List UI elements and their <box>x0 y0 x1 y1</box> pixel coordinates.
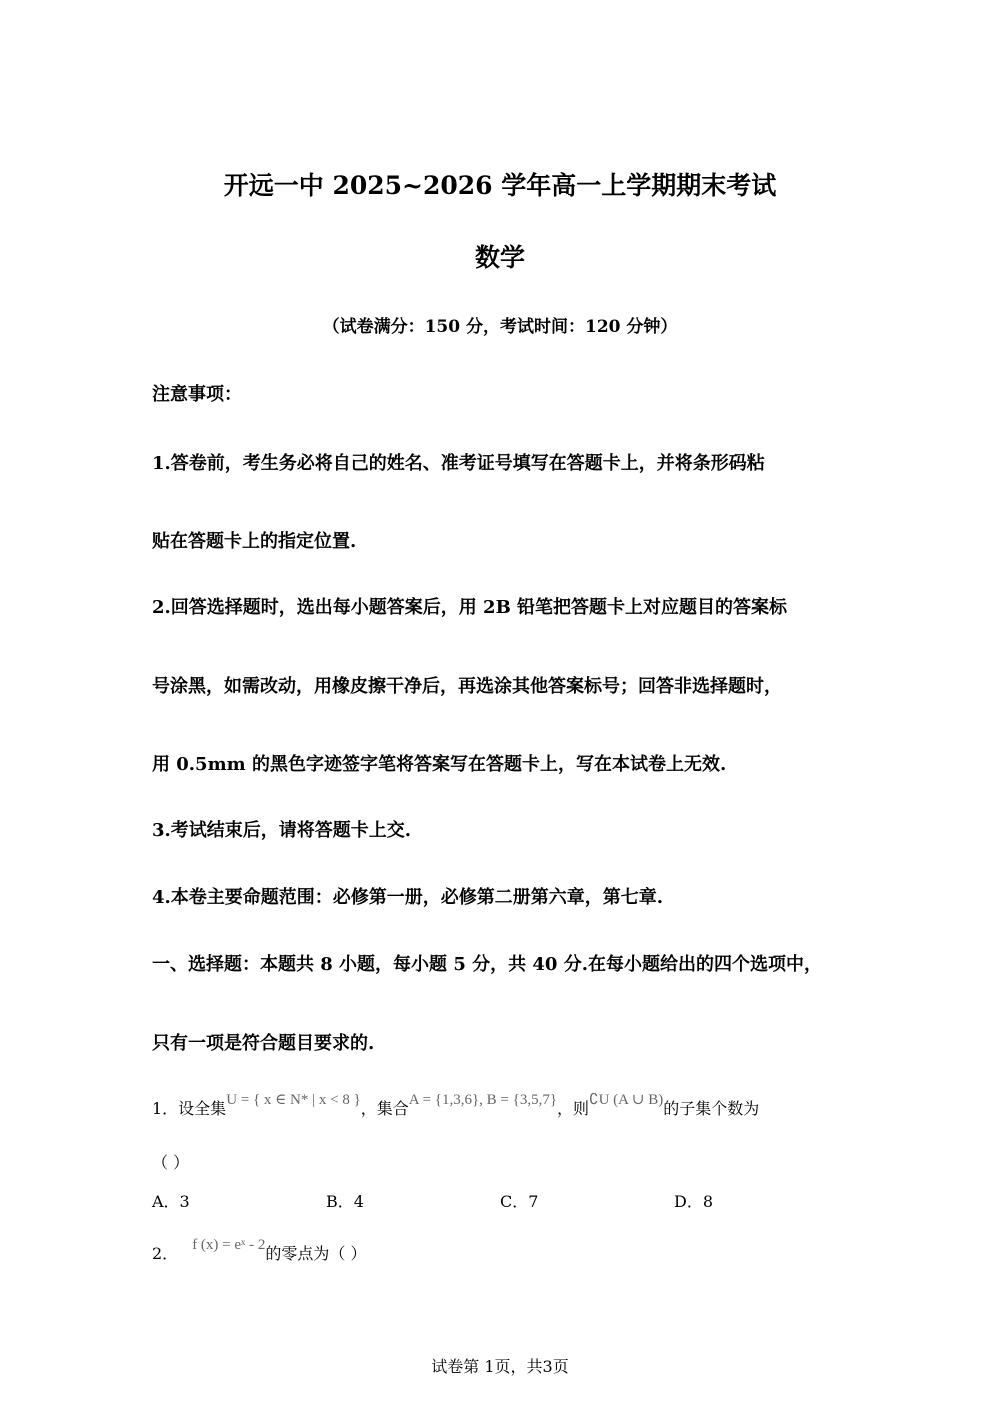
question-1 <box>152 1092 760 1121</box>
subject-title: 数学 <box>474 243 525 272</box>
formula-complement: ∁U (A ∪ B) <box>589 1092 664 1108</box>
question-1-suffix: 的子集个数为 <box>663 1099 760 1118</box>
question-2-suffix: 的零点为（ ） <box>265 1244 367 1263</box>
question-1-option-d: D．8 <box>674 1192 714 1211</box>
formula-universal-set: U = { x ∈ N* | x < 8 } <box>226 1092 361 1108</box>
question-2 <box>152 1237 367 1266</box>
question-1-then: ，则 <box>557 1099 590 1118</box>
notice-line-1: 1.答卷前，考生务必将自己的姓名、准考证号填写在答题卡上，并将条形码粘 <box>152 453 765 474</box>
page-footer: 试卷第 1页，共3页 <box>431 1357 569 1376</box>
question-1-option-a: A．3 <box>152 1192 190 1211</box>
question-1-answer-paren: （ ） <box>152 1153 190 1172</box>
question-1-prefix: 1．设全集 <box>152 1099 227 1118</box>
notice-line-6: 3.考试结束后，请将答题卡上交. <box>152 820 412 841</box>
formula-sets-a-b: A = {1,3,6}, B = {3,5,7} <box>408 1092 558 1108</box>
section-heading-line-2: 只有一项是符合题目要求的. <box>152 1033 375 1054</box>
question-1-option-c: C．7 <box>500 1192 539 1211</box>
notice-line-3: 2.回答选择题时，选出每小题答案后，用 2B 铅笔把答题卡上对应题目的答案标 <box>152 597 788 618</box>
question-2-prefix: 2． <box>152 1244 179 1263</box>
section-heading-line-1: 一、选择题：本题共 8 小题，每小题 5 分，共 40 分.在每小题给出的四个选项中， <box>152 954 822 975</box>
exam-title: 开远一中 2025~2026 学年高一上学期期末考试 <box>223 171 777 200</box>
notice-line-2: 贴在答题卡上的指定位置. <box>152 531 357 552</box>
question-1-option-b: B．4 <box>326 1192 364 1211</box>
notice-line-4: 号涂黑，如需改动，用橡皮擦干净后，再选涂其他答案标号；回答非选择题时， <box>152 676 782 697</box>
formula-function-f: f (x) = eˣ - 2 <box>192 1237 266 1253</box>
question-1-mid: ，集合 <box>360 1099 409 1118</box>
notice-line-5: 用 0.5mm 的黑色字迹签字笔将答案写在答题卡上，写在本试卷上无效. <box>152 754 727 775</box>
notice-line-7: 4.本卷主要命题范围：必修第一册，必修第二册第六章，第七章. <box>152 887 664 908</box>
exam-meta: （试卷满分：150 分，考试时间：120 分钟） <box>322 317 678 337</box>
notice-heading: 注意事项： <box>152 384 242 405</box>
